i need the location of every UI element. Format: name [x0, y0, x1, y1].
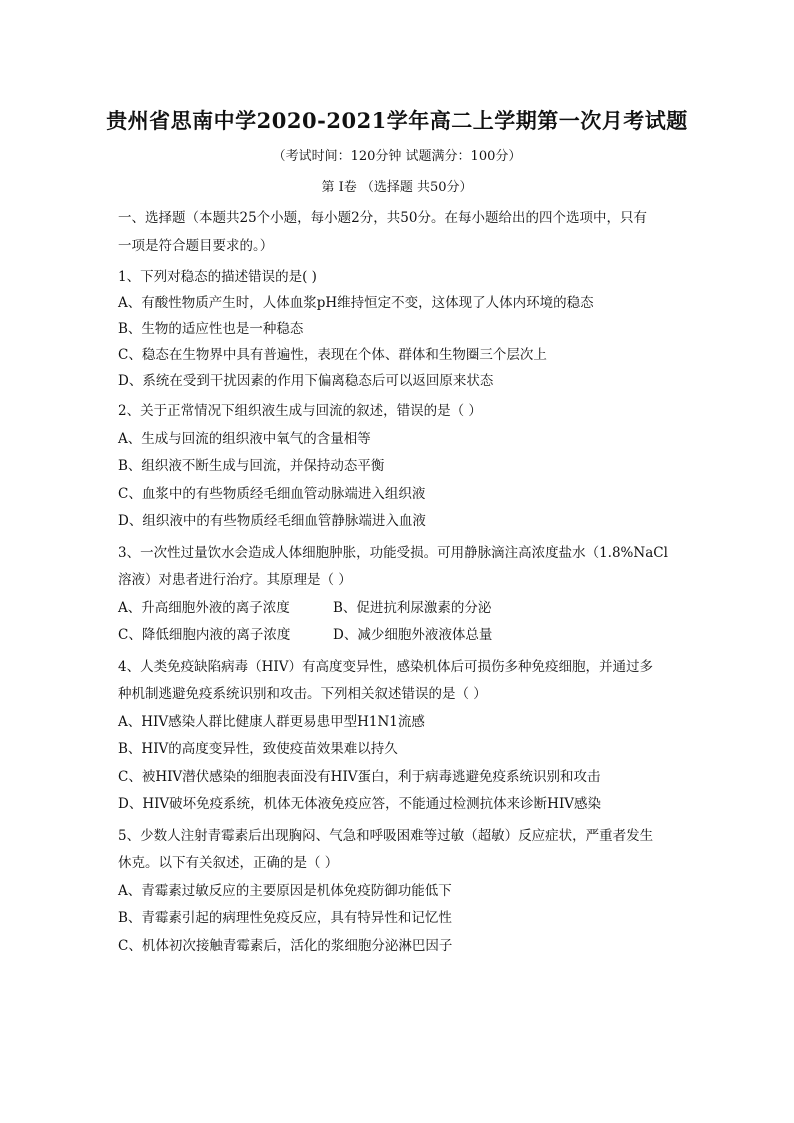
question-4 [118, 654, 678, 819]
option-d: D、系统在受到干扰因素的作用下偏离稳态后可以返回原来状态 [118, 373, 494, 389]
exam-title: 贵州省思南中学2020-2021学年高二上学期第一次月考试题 [106, 108, 688, 133]
question-stem: 5、少数人注射青霉素后出现胸闷、气急和呼吸困难等过敏（超敏）反应症状，严重者发生 [118, 827, 654, 844]
option-row [118, 622, 678, 650]
option-c: C、机体初次接触青霉素后，活化的浆细胞分泌淋巴因子 [118, 937, 453, 954]
option-a: A、升高细胞外液的离子浓度 [118, 599, 290, 616]
question-3 [118, 540, 678, 650]
option-c: C、血浆中的有些物质经毛细血管动脉端进入组织液 [118, 485, 426, 502]
option-b: B、青霉素引起的病理性免疫反应，具有特异性和记忆性 [118, 910, 452, 926]
option-d: D、HIV破坏免疫系统，机体无体液免疫应答，不能通过检测抗体来诊断HIV感染 [118, 796, 602, 812]
question-1 [118, 264, 678, 394]
question-2 [118, 398, 678, 536]
option-b: B、组织液不断生成与回流，并保持动态平衡 [118, 458, 385, 474]
option-c: C、降低细胞内液的离子浓度 [118, 627, 291, 643]
option-b: B、HIV的高度变异性，致使疫苗效果难以持久 [118, 741, 398, 757]
question-stem: 3、一次性过量饮水会造成人体细胞肿胀，功能受损。可用静脉滴注高浓度盐水（1.8%NaCl [118, 544, 668, 561]
question-stem: 2、关于正常情况下组织液生成与回流的叙述，错误的是（ ） [118, 403, 482, 419]
section-heading: 第 Ⅰ卷 （选择题 共50分） [321, 180, 473, 195]
question-stem: 4、人类免疫缺陷病毒（HIV）有高度变异性，感染机体后可损伤多种免疫细胞，并通过多 [118, 658, 653, 675]
instruction-line: 一项是符合题目要求的。） [118, 237, 274, 254]
option-a: A、HIV感染人群比健康人群更易患甲型H1N1流感 [118, 713, 425, 730]
question-5 [118, 823, 678, 961]
option-d: D、组织液中的有些物质经毛细血管静脉端进入血液 [118, 513, 426, 529]
exam-subtitle: （考试时间：120分钟 试题满分：100分） [272, 149, 522, 164]
option-b: B、生物的适应性也是一种稳态 [118, 321, 304, 337]
option-c: C、被HIV潜伏感染的细胞表面没有HIV蛋白，利于病毒逃避免疫系统识别和攻击 [118, 768, 601, 785]
option-a: A、有酸性物质产生时，人体血浆pH维持恒定不变，这体现了人体内环境的稳态 [118, 295, 594, 311]
option-b: B、促进抗利尿激素的分泌 [333, 599, 492, 616]
option-row [118, 595, 678, 623]
question-stem: 休克。以下有关叙述，正确的是（ ） [118, 855, 339, 871]
question-stem: 溶液）对患者进行治疗。其原理是（ ） [118, 572, 352, 588]
option-c: C、稳态在生物界中具有普遍性，表现在个体、群体和生物圈三个层次上 [118, 347, 547, 363]
exam-body [118, 205, 678, 960]
question-stem: 种机制逃避免疫系统识别和攻击。下列相关叙述错误的是（ ） [118, 686, 487, 702]
question-stem: 1、下列对稳态的描述错误的是( ) [118, 269, 317, 285]
option-d: D、减少细胞外液液体总量 [333, 627, 493, 643]
instruction-line: 一、选择题（本题共25个小题，每小题2分，共50分。在每小题给出的四个选项中，只有 [118, 210, 647, 226]
option-a: A、青霉素过敏反应的主要原因是机体免疫防御功能低下 [118, 882, 452, 899]
option-a: A、生成与回流的组织液中氧气的含量相等 [118, 430, 371, 447]
